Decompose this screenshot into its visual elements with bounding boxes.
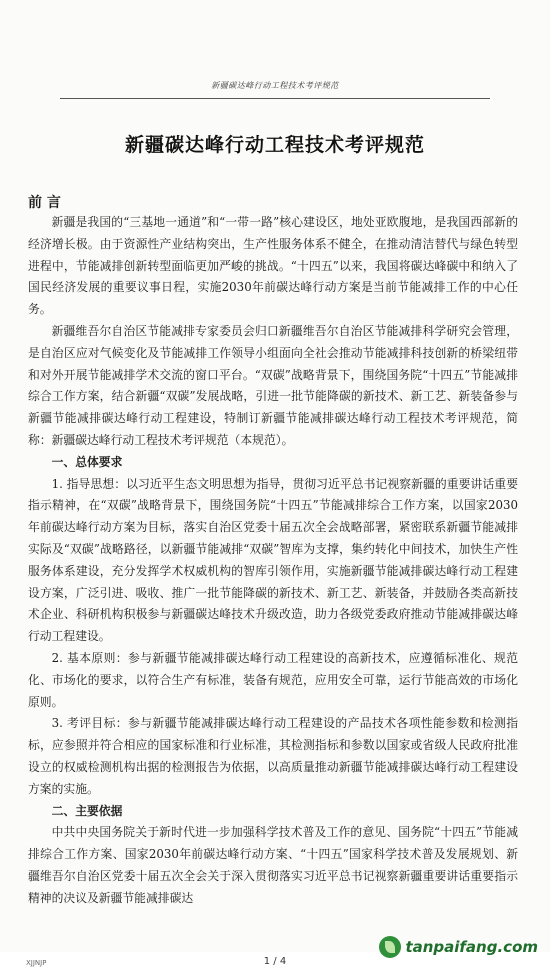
section-1-item-3: 3. 考评目标：参与新疆节能减排碳达峰行动工程建设的产品技术各项性能参数和检测指标，应参照并符合相应的国家标准和行业标准，其检测指标和参数以国家或省级人民政府批准设立的权威检测机构出据的检测报告为依据，以高质量推动新疆节能减排碳达峰行动工程建设方案的实施。 <box>28 716 518 796</box>
site-watermark <box>379 936 538 958</box>
section-1-heading: 一、总体要求 <box>51 454 123 469</box>
document-title: 新疆碳达峰行动工程技术考评规范 <box>124 134 425 156</box>
section-1-item-1: 1. 指导思想：以习近平生态文明思想为指导，贯彻习近平总书记视察新疆的重要讲话重要指示精神，在“双碳”战略背景下，围绕国务院“十四五”节能减排综合工作方案，以国家2030年前碳达峰行动方案为目标，落实自治区党委十届五次全会战略部署，紧密联系新疆节能减排实际及“双碳”战略路径，以新疆节能减排“双碳”智库为支撑，集约转化中间技术，加快生产性服务体系建设，充分发挥学术权威机构的智库引领作用，实施新疆节能减排碳达峰行动工程建设方案，广泛引进、吸收、推广一批节能降碳的新技术、新工艺、新装备，并鼓励各类高新技术企业、科研机构积极参与新疆碳达峰技术升级改造，助力各级党委政府推动节能减排碳达峰行动工程建设。 <box>28 476 518 644</box>
section-2-heading: 二、主要依据 <box>51 803 123 818</box>
header-rule <box>60 98 490 99</box>
preface-paragraph-1: 新疆是我国的“三基地一通道”和“一带一路”核心建设区，地处亚欧腹地，是我国西部新的经济增长极。由于资源性产业结构突出，生产性服务体系不健全，在推动清洁替代与绿色转型进程中，节能减排创新转型面临更加严峻的挑战。“十四五”以来，我国将碳达峰碳中和纳入了国民经济发展的重要议事日程，实施2030年前碳达峰行动方案是当前节能减排工作的中心任务。 <box>28 215 518 317</box>
preface-paragraph-2: 新疆维吾尔自治区节能减排专家委员会归口新疆维吾尔自治区节能减排科学研究会管理，是自治区应对气候变化及节能减排工作领导小组面向全社会推动节能减排科技创新的桥梁纽带和对外开展节能减排学术交流的窗口平台。“双碳”战略背景下，围绕国务院“十四五”节能减排综合工作方案，结合新疆“双碳”发展战略，引进一批节能降碳的新技术、新工艺、新装备参与新疆节能减排碳达峰行动工程建设，特制订新疆节能减排碳达峰行动工程技术考评规范，简称：新疆碳达峰行动工程技术考评规范（本规范）。 <box>28 323 518 447</box>
leaf-circle-icon <box>379 936 401 958</box>
preface-heading: 前 言 <box>28 195 61 211</box>
footer-code: XJJNJP <box>26 959 47 967</box>
section-1-item-2: 2. 基本原则：参与新疆节能减排碳达峰行动工程建设的高新技术，应遵循标准化、规范化、市场化的要求，以符合生产有标准，装备有规范，应用安全可靠，运行节能高效的市场化原则。 <box>28 650 518 709</box>
section-2-paragraph: 中共中央国务院关于新时代进一步加强科学技术普及工作的意见、国务院“十四五”节能减排综合工作方案、国家2030年前碳达峰行动方案、“十四五”国家科学技术普及发展规划、新疆维吾尔自治区党委十届五次全会关于深入贯彻落实习近平总书记视察新疆重要讲话重要指示精神的决议及新疆节能减排碳达 <box>28 825 518 905</box>
document-body <box>28 212 518 910</box>
watermark-text: tanpaifang.com <box>405 938 538 956</box>
running-header: 新疆碳达峰行动工程技术考评规范 <box>211 81 339 90</box>
page-indicator: 1 / 4 <box>263 956 287 967</box>
